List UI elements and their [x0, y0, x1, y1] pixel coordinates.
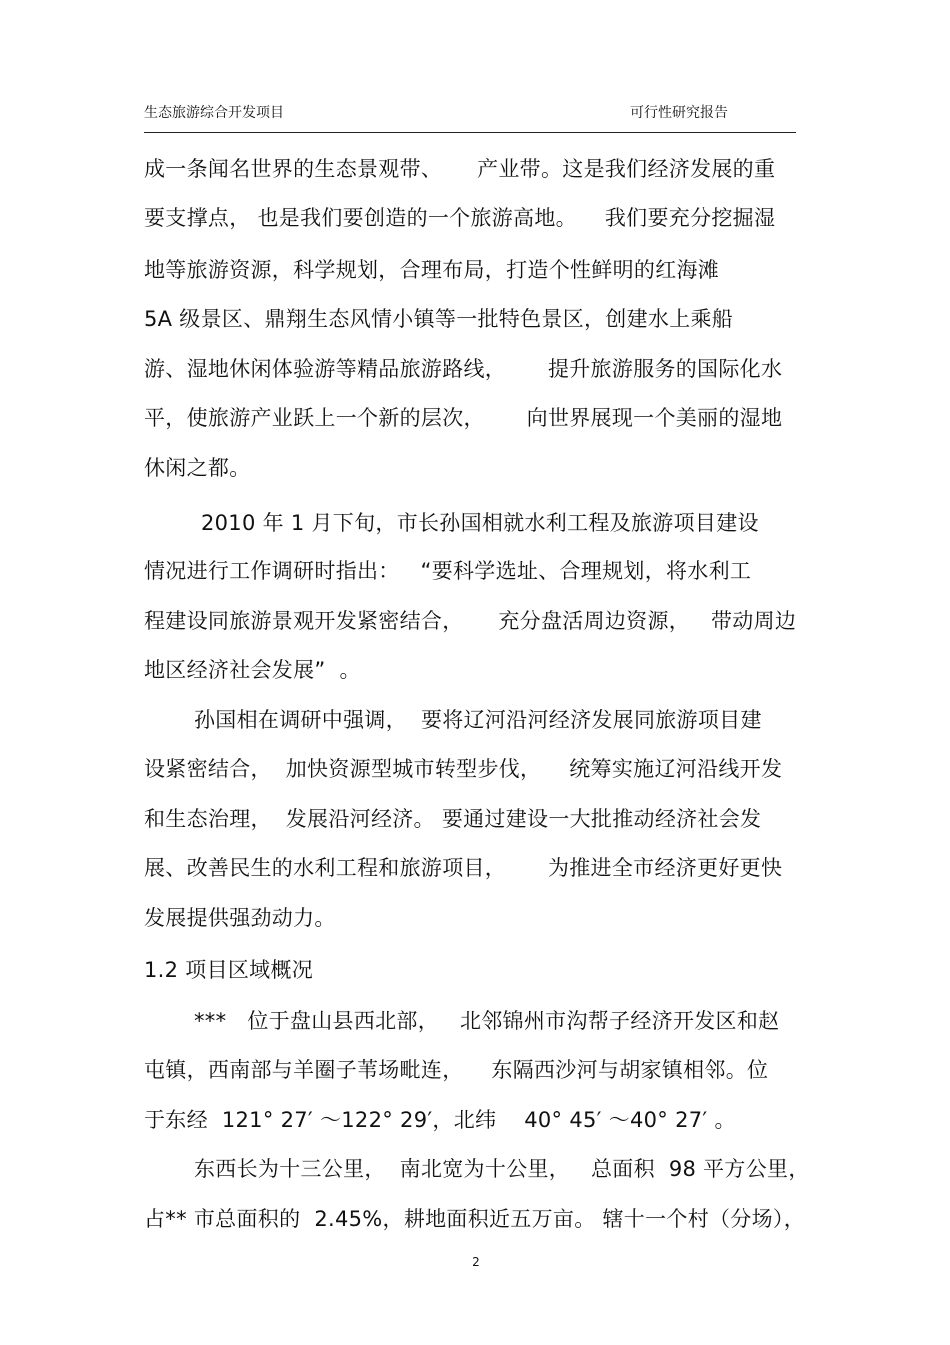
text-line: 要支撑点， 也是我们要创造的一个旅游高地。 我们要充分挖掘湿 [144, 206, 776, 230]
text-line: 2010 年 1 月下旬，市长孙国相就水利工程及旅游项目建设 [194, 511, 759, 535]
text-line: 地区经济社会发展” 。 [144, 658, 361, 682]
text-line: 5A 级景区、鼎翔生态风情小镇等一批特色景区，创建水上乘船 [144, 307, 734, 331]
text-line: 程建设同旅游景观开发紧密结合， 充分盘活周边资源， 带动周边 [144, 609, 797, 633]
text-line: 游、湿地休闲体验游等精品旅游路线， 提升旅游服务的国际化水 [144, 357, 783, 381]
page-number: 2 [472, 1255, 480, 1269]
section-heading: 1.2 项目区域概况 [144, 958, 314, 982]
text-line: 情况进行工作调研时指出： “要科学选址、合理规划，将水利工 [144, 559, 752, 583]
text-line: 东西长为十三公里， 南北宽为十公里， 总面积 98 平方公里， [194, 1157, 810, 1181]
text-line: 地等旅游资源，科学规划，合理布局，打造个性鲜明的红海滩 [144, 258, 720, 282]
text-line: 占** 市总面积的 2.45%，耕地面积近五万亩。 辖十一个村（分场）， [144, 1207, 806, 1231]
text-line: 设紧密结合， 加快资源型城市转型步伐， 统筹实施辽河沿线开发 [144, 757, 783, 781]
text-line: *** 位于盘山县西北部， 北邻锦州市沟帮子经济开发区和赵 [194, 1009, 780, 1033]
text-line: 孙国相在调研中强调， 要将辽河沿河经济发展同旅游项目建 [194, 708, 762, 732]
header-report-title: 可行性研究报告 [630, 105, 728, 121]
text-line: 于东经 121° 27′ ～122° 29′，北纬 40° 45′ ～40° 27′ 。 [144, 1108, 736, 1132]
text-line: 发展提供强劲动力。 [144, 906, 336, 930]
text-line: 平，使旅游产业跃上一个新的层次， 向世界展现一个美丽的湿地 [144, 406, 783, 430]
text-line: 成一条闻名世界的生态景观带、 产业带。这是我们经济发展的重 [144, 157, 776, 181]
text-line: 展、改善民生的水利工程和旅游项目， 为推进全市经济更好更快 [144, 856, 783, 880]
header-divider [144, 132, 796, 133]
text-line: 屯镇，西南部与羊圈子苇场毗连， 东隔西沙河与胡家镇相邻。位 [144, 1058, 769, 1082]
header-project-title: 生态旅游综合开发项目 [144, 105, 284, 121]
text-line: 和生态治理， 发展沿河经济。 要通过建设一大批推动经济社会发 [144, 807, 762, 831]
text-line: 休闲之都。 [144, 456, 251, 480]
